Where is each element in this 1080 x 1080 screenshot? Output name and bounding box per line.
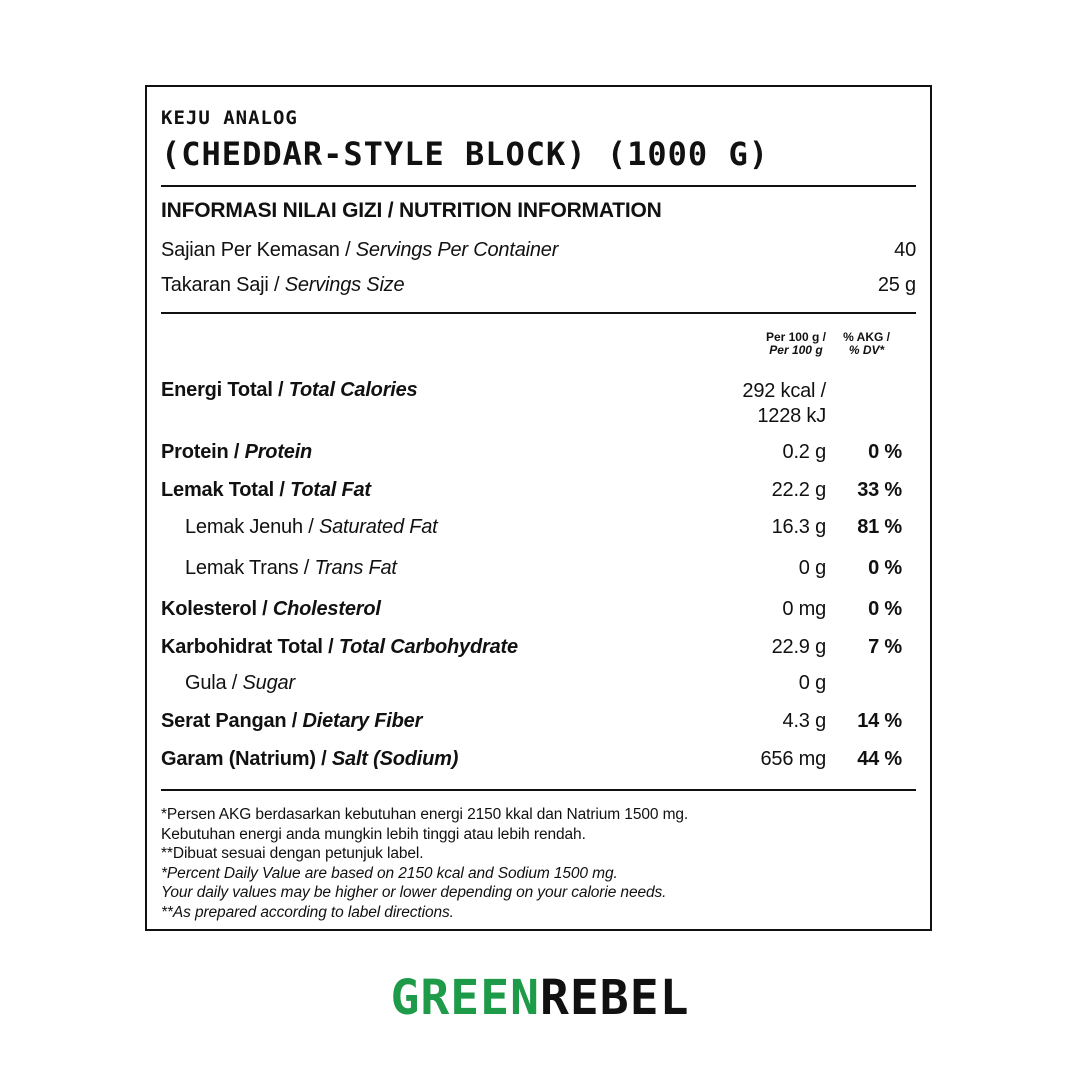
servings-per-container-value: 40 <box>894 239 916 261</box>
serving-size-row <box>161 274 916 297</box>
footnote-en-3: **As prepared according to label directions. <box>161 903 454 921</box>
nutrient-name: Lemak Trans / Trans Fat <box>185 557 397 579</box>
nutrient-percent: 14 % <box>857 710 902 732</box>
brand-logo-green: GREEN <box>390 970 540 1026</box>
footnote-en-1: *Percent Daily Value are based on 2150 kcal and Sodium 1500 mg. <box>161 864 618 882</box>
nutrient-amount: 22.2 g <box>771 479 826 501</box>
nutrition-label <box>145 85 932 931</box>
nutrient-amount: 292 kcal / 1228 kJ <box>742 380 826 427</box>
nutrient-percent: 7 % <box>868 636 902 658</box>
divider <box>161 789 916 791</box>
footnotes <box>161 805 916 922</box>
nutrient-amount: 0 g <box>798 557 826 579</box>
nutrient-name: Lemak Total / Total Fat <box>161 479 371 501</box>
footnote-en-2: Your daily values may be higher or lower depending on your calorie needs. <box>161 884 667 901</box>
per-100g-header: Per 100 g / Per 100 g <box>765 330 826 357</box>
serving-size-label: Takaran Saji / Servings Size <box>161 274 405 296</box>
product-name-line1: KEJU ANALOG <box>161 107 298 129</box>
nutrient-name: Serat Pangan / Dietary Fiber <box>161 710 423 732</box>
footnote-id-1: *Persen AKG berdasarkan kebutuhan energi 2150 kkal dan Natrium 1500 mg. <box>161 806 689 823</box>
nutrient-name: Energi Total / Total Calories <box>161 379 418 401</box>
nutrient-amount: 0 g <box>798 672 826 694</box>
nutrient-amount: 4.3 g <box>782 710 826 732</box>
section-title: INFORMASI NILAI GIZI / NUTRITION INFORMATION <box>161 199 662 222</box>
nutrient-name: Gula / Sugar <box>185 672 295 694</box>
nutrient-name: Protein / Protein <box>161 441 313 463</box>
nutrient-percent: 0 % <box>868 598 902 620</box>
servings-per-container-label: Sajian Per Kemasan / Servings Per Container <box>161 239 559 261</box>
nutrient-name: Garam (Natrium) / Salt (Sodium) <box>161 748 459 770</box>
nutrient-name: Kolesterol / Cholesterol <box>161 598 381 620</box>
nutrient-percent: 0 % <box>868 557 902 579</box>
nutrient-percent: 33 % <box>857 479 902 501</box>
nutrient-amount: 0 mg <box>782 598 826 620</box>
product-name-line2: (CHEDDAR-STYLE BLOCK) (1000 G) <box>161 135 769 173</box>
nutrient-percent: 44 % <box>857 748 902 770</box>
nutrient-percent: 81 % <box>857 516 902 538</box>
footnote-id-3: **Dibuat sesuai dengan petunjuk label. <box>161 845 424 862</box>
divider <box>161 185 916 187</box>
brand-logo-rebel: REBEL <box>540 970 690 1026</box>
divider <box>161 312 916 314</box>
nutrient-amount: 656 mg <box>760 748 826 770</box>
nutrient-amount: 0.2 g <box>782 441 826 463</box>
serving-size-value: 25 g <box>877 274 916 296</box>
footnote-id-2: Kebutuhan energi anda mungkin lebih tinggi atau lebih rendah. <box>161 825 586 843</box>
brand-logo <box>0 970 1080 1026</box>
nutrient-percent: 0 % <box>868 441 902 463</box>
akg-header: % AKG / % DV* <box>843 330 890 357</box>
nutrient-amount: 22.9 g <box>771 636 826 658</box>
servings-per-container-row <box>161 239 916 262</box>
nutrient-name: Karbohidrat Total / Total Carbohydrate <box>161 636 518 658</box>
nutrient-amount: 16.3 g <box>771 516 826 538</box>
nutrient-name: Lemak Jenuh / Saturated Fat <box>185 516 438 538</box>
